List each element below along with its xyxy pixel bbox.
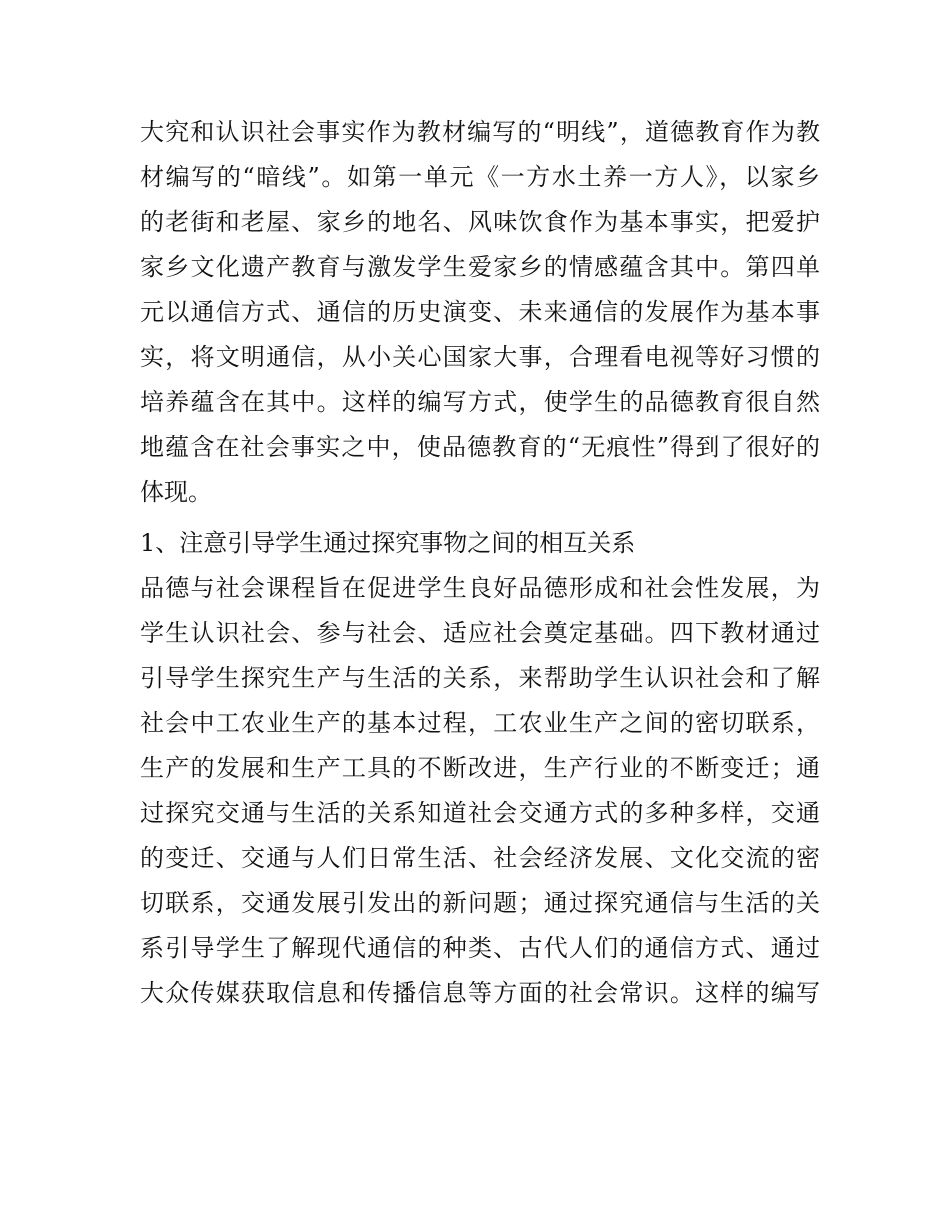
text-line: 体现。 [140, 478, 212, 506]
text-line: 材编写的“暗线”。如第一单元《一方水土养一方人》，以家乡 [140, 163, 820, 191]
text-line: 系引导学生了解现代通信的种类、古代人们的通信方式、通过 [140, 934, 820, 962]
text-line: 切联系，交通发展引发出的新问题；通过探究通信与生活的关 [140, 889, 820, 917]
text-line: 过探究交通与生活的关系知道社会交通方式的多种多样，交通 [140, 799, 820, 827]
text-line: 引导学生探究生产与生活的关系，来帮助学生认识社会和了解 [140, 664, 820, 692]
text-line: 大究和认识社会事实作为教材编写的“明线”，道德教育作为教 [140, 118, 820, 146]
text-line: 社会中工农业生产的基本过程，工农业生产之间的密切联系， [140, 709, 820, 737]
text-line: 家乡文化遗产教育与激发学生爱家乡的情感蕴含其中。第四单 [140, 253, 820, 281]
text-line: 元以通信方式、通信的历史演变、未来通信的发展作为基本事 [140, 298, 820, 326]
text-line: 生产的发展和生产工具的不断改进，生产行业的不断变迁；通 [140, 754, 820, 782]
document-body [140, 110, 820, 1016]
text-line: 培养蕴含在其中。这样的编写方式，使学生的品德教育很自然 [140, 388, 820, 416]
text-line: 品德与社会课程旨在促进学生良好品德形成和社会性发展，为 [140, 574, 820, 602]
text-line: 的老街和老屋、家乡的地名、风味饮食作为基本事实，把爱护 [140, 208, 820, 236]
paragraph-2 [140, 566, 820, 1016]
text-line: 的变迁、交通与人们日常生活、社会经济发展、文化交流的密 [140, 844, 820, 872]
paragraph-1 [140, 110, 820, 515]
section-heading: 1、注意引导学生通过探究事物之间的相互关系 [140, 529, 636, 557]
text-line: 地蕴含在社会事实之中，使品德教育的“无痕性”得到了很好的 [140, 433, 820, 461]
text-line: 大众传媒获取信息和传播信息等方面的社会常识。这样的编写 [140, 979, 820, 1007]
text-line: 学生认识社会、参与社会、适应社会奠定基础。四下教材通过 [140, 619, 820, 647]
text-line: 实，将文明通信，从小关心国家大事，合理看电视等好习惯的 [140, 343, 820, 371]
